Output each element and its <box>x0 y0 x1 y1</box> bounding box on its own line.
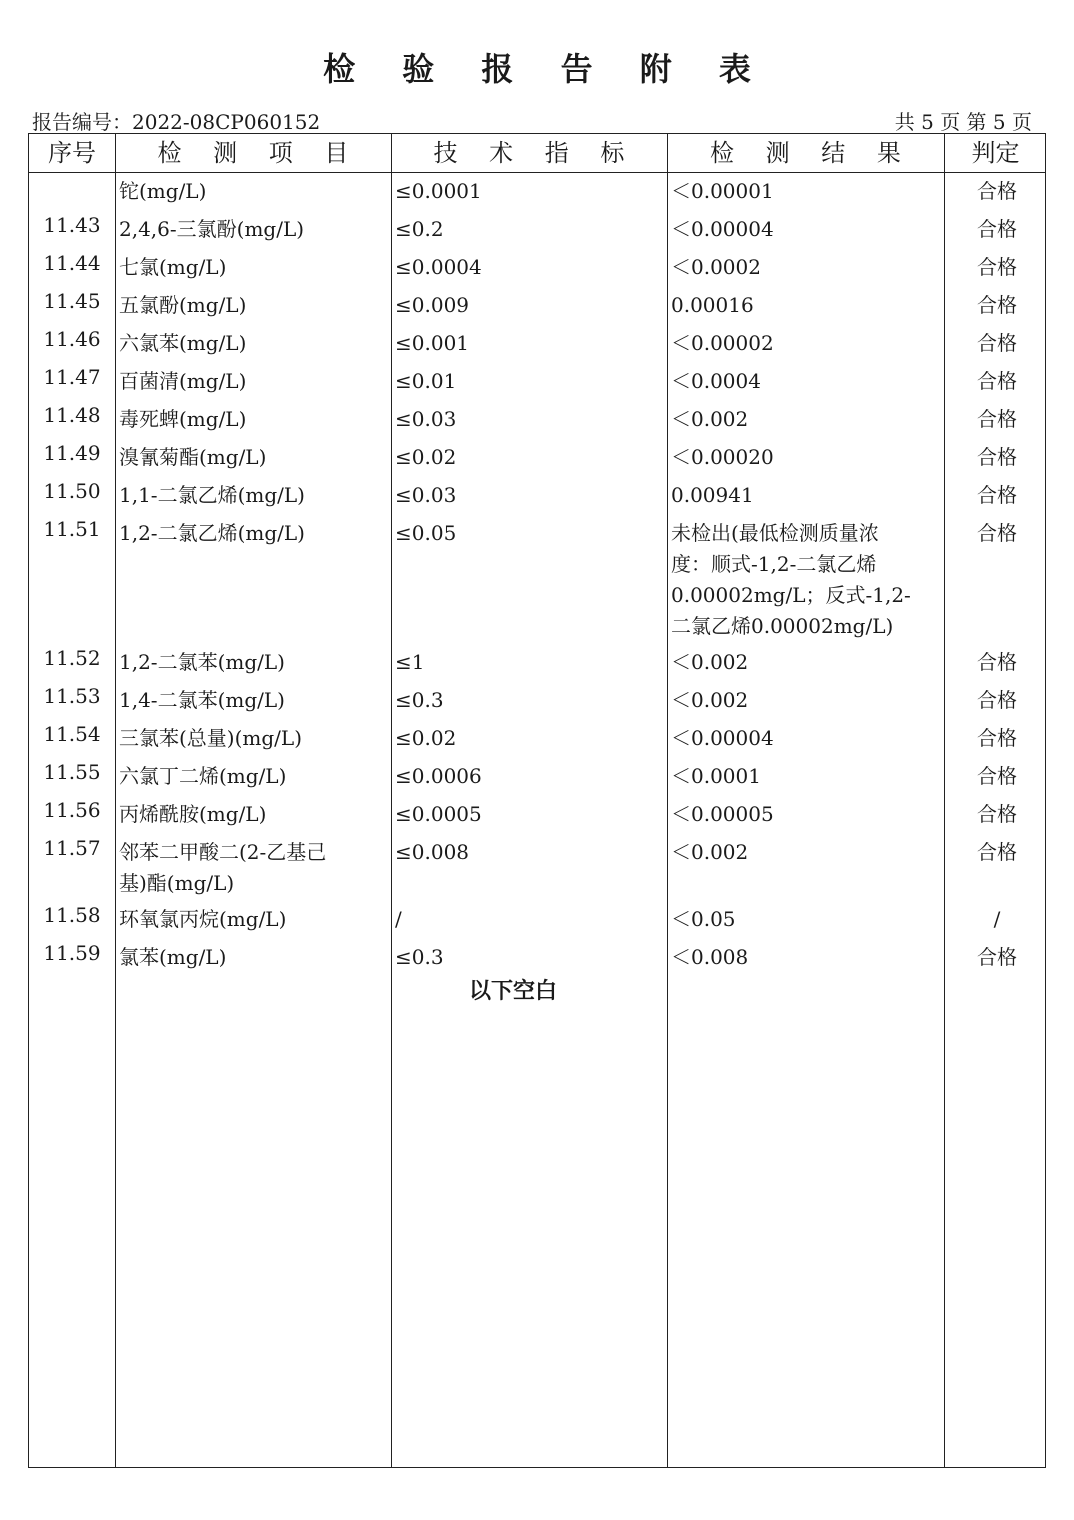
cell-judge: 合格 <box>977 369 1017 393</box>
cell-result: ＜0.002 <box>671 650 749 674</box>
header-item: 检 测 项 目 <box>157 139 361 167</box>
cell-item: 六氯丁二烯(mg/L) <box>119 764 287 788</box>
cell-no: 11.55 <box>43 760 101 784</box>
cell-judge: 合格 <box>977 650 1017 674</box>
cell-item: 丙烯酰胺(mg/L) <box>119 802 267 826</box>
cell-spec: ≤0.008 <box>395 840 470 864</box>
cell-judge: 合格 <box>977 945 1017 969</box>
cell-no: 11.59 <box>43 941 101 965</box>
header-spec: 技 术 指 标 <box>433 139 637 167</box>
cell-judge: 合格 <box>977 521 1017 545</box>
blank-below-note: 以下空白 <box>469 979 558 1004</box>
column-divider <box>115 134 116 1467</box>
header-no: 序号 <box>48 139 96 167</box>
header-divider <box>29 172 1045 173</box>
cell-no: 11.52 <box>43 646 101 670</box>
cell-spec: ≤0.02 <box>395 445 457 469</box>
cell-result: ＜0.00004 <box>671 726 774 750</box>
cell-item: 五氯酚(mg/L) <box>119 293 247 317</box>
cell-judge: 合格 <box>977 840 1017 864</box>
cell-result: ＜0.002 <box>671 840 749 864</box>
report-title: 检 验 报 告 附 表 <box>323 50 769 88</box>
cell-judge: 合格 <box>977 726 1017 750</box>
cell-result: ＜0.002 <box>671 688 749 712</box>
cell-no: 11.53 <box>43 684 101 708</box>
cell-judge: 合格 <box>977 802 1017 826</box>
cell-result: 未检出(最低检测质量浓 度：顺式-1,2-二氯乙烯 0.00002mg/L；反式-1,2- 二氯乙烯0.00002mg/L) <box>671 521 911 638</box>
cell-result: 0.00016 <box>671 293 754 317</box>
cell-no: 11.58 <box>43 903 101 927</box>
cell-judge: 合格 <box>977 331 1017 355</box>
cell-spec: ≤0.05 <box>395 521 457 545</box>
cell-result: ＜0.00020 <box>671 445 774 469</box>
cell-spec: ≤0.2 <box>395 217 444 241</box>
cell-spec: ≤0.0004 <box>395 255 482 279</box>
cell-item: 1,4-二氯苯(mg/L) <box>119 688 285 712</box>
cell-result: ＜0.008 <box>671 945 749 969</box>
cell-spec: ≤0.03 <box>395 407 457 431</box>
cell-spec: ≤0.0005 <box>395 802 482 826</box>
cell-item: 三氯苯(总量)(mg/L) <box>119 726 302 750</box>
results-table <box>28 133 1046 1468</box>
cell-no: 11.46 <box>43 327 101 351</box>
column-divider <box>944 134 945 1467</box>
header-result: 检 测 结 果 <box>710 139 913 167</box>
cell-item: 1,2-二氯苯(mg/L) <box>119 650 285 674</box>
cell-item: 氯苯(mg/L) <box>119 945 227 969</box>
cell-result: ＜0.00001 <box>671 179 774 203</box>
column-divider <box>391 134 392 1467</box>
cell-no: 11.57 <box>43 836 101 860</box>
report-number: 报告编号：2022-08CP060152 <box>32 110 321 134</box>
cell-spec: ≤1 <box>395 650 425 674</box>
cell-judge: 合格 <box>977 255 1017 279</box>
cell-judge: 合格 <box>977 483 1017 507</box>
cell-judge: 合格 <box>977 688 1017 712</box>
cell-result: ＜0.00002 <box>671 331 774 355</box>
cell-no: 11.51 <box>43 517 101 541</box>
cell-result: ＜0.0004 <box>671 369 761 393</box>
cell-item: 毒死蜱(mg/L) <box>119 407 247 431</box>
cell-item: 邻苯二甲酸二(2-乙基己 基)酯(mg/L) <box>119 840 327 895</box>
cell-judge: 合格 <box>977 217 1017 241</box>
cell-spec: ≤0.3 <box>395 945 444 969</box>
cell-item: 百菌清(mg/L) <box>119 369 247 393</box>
cell-item: 六氯苯(mg/L) <box>119 331 247 355</box>
cell-spec: / <box>395 907 402 931</box>
cell-no: 11.56 <box>43 798 101 822</box>
cell-result: 0.00941 <box>671 483 754 507</box>
cell-no: 11.50 <box>43 479 101 503</box>
cell-spec: ≤0.001 <box>395 331 470 355</box>
cell-result: ＜0.002 <box>671 407 749 431</box>
cell-result: ＜0.05 <box>671 907 736 931</box>
cell-judge: 合格 <box>977 764 1017 788</box>
cell-spec: ≤0.0006 <box>395 764 482 788</box>
cell-judge: 合格 <box>977 407 1017 431</box>
cell-spec: ≤0.02 <box>395 726 457 750</box>
cell-item: 1,2-二氯乙烯(mg/L) <box>119 521 305 545</box>
cell-no: 11.49 <box>43 441 101 465</box>
cell-result: ＜0.0001 <box>671 764 761 788</box>
column-divider <box>667 134 668 1467</box>
cell-spec: ≤0.009 <box>395 293 470 317</box>
cell-item: 七氯(mg/L) <box>119 255 227 279</box>
cell-item: 溴氰菊酯(mg/L) <box>119 445 267 469</box>
cell-item: 铊(mg/L) <box>119 179 207 203</box>
cell-spec: ≤0.03 <box>395 483 457 507</box>
cell-item: 2,4,6-三氯酚(mg/L) <box>119 217 305 241</box>
cell-no: 11.43 <box>43 213 101 237</box>
cell-no: 11.44 <box>43 251 101 275</box>
cell-item: 环氧氯丙烷(mg/L) <box>119 907 287 931</box>
cell-item: 1,1-二氯乙烯(mg/L) <box>119 483 305 507</box>
cell-no: 11.47 <box>43 365 101 389</box>
cell-no: 11.45 <box>43 289 101 313</box>
cell-judge: / <box>993 907 1001 931</box>
cell-spec: ≤0.01 <box>395 369 457 393</box>
page-indicator: 共 5 页 第 5 页 <box>894 110 1032 134</box>
cell-judge: 合格 <box>977 445 1017 469</box>
cell-result: ＜0.0002 <box>671 255 761 279</box>
cell-spec: ≤0.3 <box>395 688 444 712</box>
cell-no: 11.54 <box>43 722 101 746</box>
header-judge: 判定 <box>971 139 1020 167</box>
cell-spec: ≤0.0001 <box>395 179 482 203</box>
cell-judge: 合格 <box>977 179 1017 203</box>
cell-judge: 合格 <box>977 293 1017 317</box>
cell-no: 11.48 <box>43 403 101 427</box>
cell-result: ＜0.00004 <box>671 217 774 241</box>
cell-result: ＜0.00005 <box>671 802 774 826</box>
